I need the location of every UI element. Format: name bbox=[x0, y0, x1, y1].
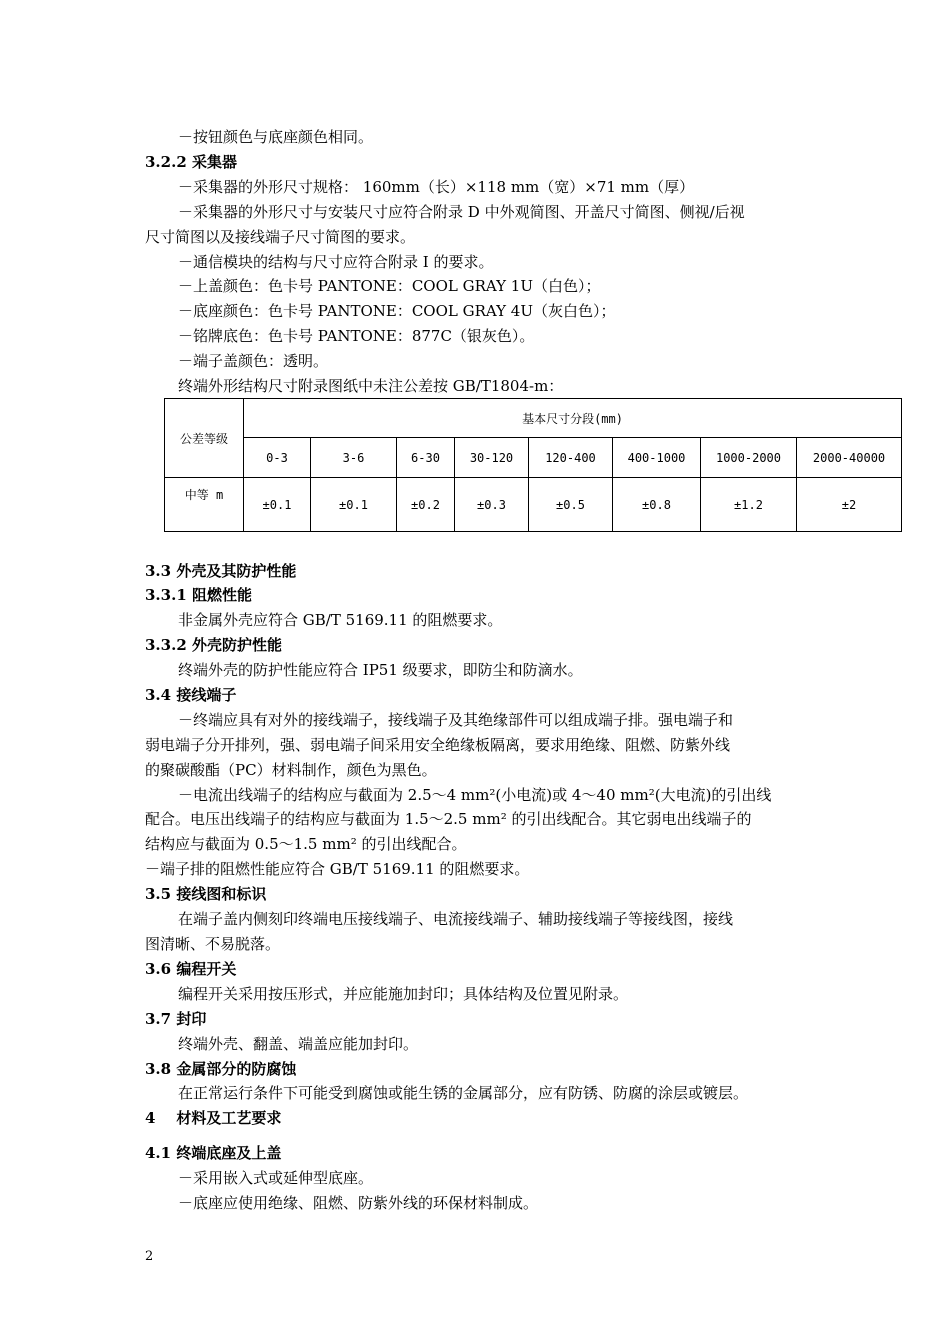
table-column-header: 400-1000 bbox=[613, 438, 701, 478]
paragraph-line: －端子盖颜色：透明。 bbox=[178, 352, 329, 370]
table-row-label: 中等 m bbox=[165, 478, 244, 532]
paragraph-line: －上盖颜色：色卡号 PANTONE：COOL GRAY 1U（白色）； bbox=[178, 277, 601, 295]
table-cell: ±0.2 bbox=[397, 478, 455, 532]
section-heading: 3.4 接线端子 bbox=[145, 686, 237, 704]
tolerance-table bbox=[164, 398, 902, 532]
section-heading: 3.8 金属部分的防腐蚀 bbox=[145, 1060, 297, 1078]
section-heading: 3.6 编程开关 bbox=[145, 960, 237, 978]
section-heading: 3.7 封印 bbox=[145, 1010, 207, 1028]
paragraph-line: 弱电端子分开排列，强、弱电端子间采用安全绝缘板隔离，要求用绝缘、阻燃、防紫外线 bbox=[145, 736, 731, 754]
paragraph-line: －电流出线端子的结构应与截面为 2.5～4 mm²(小电流)或 4～40 mm²(大电流)的引出线 bbox=[178, 786, 772, 804]
table-column-header: 6-30 bbox=[397, 438, 455, 478]
paragraph-line: －端子排的阻燃性能应符合 GB/T 5169.11 的阻燃要求。 bbox=[145, 860, 530, 878]
table-column-header: 30-120 bbox=[455, 438, 529, 478]
table-cell: ±2 bbox=[797, 478, 902, 532]
paragraph-line: －采集器的外形尺寸与安装尺寸应符合附录 D 中外观简图、开盖尺寸简图、侧视/后视 bbox=[178, 203, 745, 221]
table-column-header: 2000-40000 bbox=[797, 438, 902, 478]
table-column-header: 3-6 bbox=[311, 438, 397, 478]
paragraph-line: 图清晰、不易脱落。 bbox=[145, 935, 281, 953]
table-cell: ±0.8 bbox=[613, 478, 701, 532]
paragraph-line: 的聚碳酸酯（PC）材料制作，颜色为黑色。 bbox=[145, 761, 437, 779]
section-heading: 3.3 外壳及其防护性能 bbox=[145, 562, 297, 580]
table-cell: ±1.2 bbox=[701, 478, 797, 532]
table-column-header: 1000-2000 bbox=[701, 438, 797, 478]
table-group-header: 基本尺寸分段(mm) bbox=[244, 399, 902, 438]
paragraph-line: 终端外壳、翻盖、端盖应能加封印。 bbox=[178, 1035, 419, 1053]
subsection-heading: 3.3.2 外壳防护性能 bbox=[145, 636, 282, 654]
section-heading: 4.1 终端底座及上盖 bbox=[145, 1144, 282, 1162]
table-column-header: 120-400 bbox=[529, 438, 613, 478]
paragraph-line: －通信模块的结构与尺寸应符合附录 I 的要求。 bbox=[178, 253, 494, 271]
paragraph-line: 尺寸简图以及接线端子尺寸简图的要求。 bbox=[145, 228, 416, 246]
paragraph-line: 在正常运行条件下可能受到腐蚀或能生锈的金属部分，应有防锈、防腐的涂层或镀层。 bbox=[178, 1084, 749, 1102]
table-cell: ±0.1 bbox=[311, 478, 397, 532]
table-cell: ±0.1 bbox=[244, 478, 311, 532]
table-column-header: 0-3 bbox=[244, 438, 311, 478]
paragraph-line: －底座颜色：色卡号 PANTONE：COOL GRAY 4U（灰白色）； bbox=[178, 302, 616, 320]
table-cell: ±0.5 bbox=[529, 478, 613, 532]
paragraph-line: －底座应使用绝缘、阻燃、防紫外线的环保材料制成。 bbox=[178, 1194, 539, 1212]
paragraph-line: －铭牌底色：色卡号 PANTONE：877C（银灰色）。 bbox=[178, 327, 535, 345]
page-number: 2 bbox=[145, 1249, 154, 1264]
subsection-heading: 3.2.2 采集器 bbox=[145, 153, 237, 171]
paragraph-line: 结构应与截面为 0.5～1.5 mm² 的引出线配合。 bbox=[145, 835, 467, 853]
paragraph-line: 在端子盖内侧刻印终端电压接线端子、电流接线端子、辅助接线端子等接线图，接线 bbox=[178, 910, 734, 928]
paragraph-line: 终端外壳的防护性能应符合 IP51 级要求，即防尘和防滴水。 bbox=[178, 661, 583, 679]
table-corner-header: 公差等级 bbox=[165, 399, 244, 478]
table-cell: ±0.3 bbox=[455, 478, 529, 532]
paragraph-line: 配合。电压出线端子的结构应与截面为 1.5～2.5 mm² 的引出线配合。其它弱电出线端子的 bbox=[145, 810, 752, 828]
paragraph-line: 编程开关采用按压形式，并应能施加封印；具体结构及位置见附录。 bbox=[178, 985, 629, 1003]
paragraph-line: －终端应具有对外的接线端子，接线端子及其绝缘部件可以组成端子排。强电端子和 bbox=[178, 711, 734, 729]
chapter-heading: 4 材料及工艺要求 bbox=[145, 1109, 282, 1127]
subsection-heading: 3.3.1 阻燃性能 bbox=[145, 586, 252, 604]
paragraph-line: －采集器的外形尺寸规格： 160mm（长）×118 mm（宽）×71 mm（厚） bbox=[178, 178, 695, 196]
section-heading: 3.5 接线图和标识 bbox=[145, 885, 267, 903]
paragraph-line: －采用嵌入式或延伸型底座。 bbox=[178, 1169, 374, 1187]
paragraph-line: 终端外形结构尺寸附录图纸中未注公差按 GB/T1804-m： bbox=[178, 377, 564, 395]
paragraph-line: －按钮颜色与底座颜色相同。 bbox=[178, 128, 374, 146]
paragraph-line: 非金属外壳应符合 GB/T 5169.11 的阻燃要求。 bbox=[178, 611, 503, 629]
